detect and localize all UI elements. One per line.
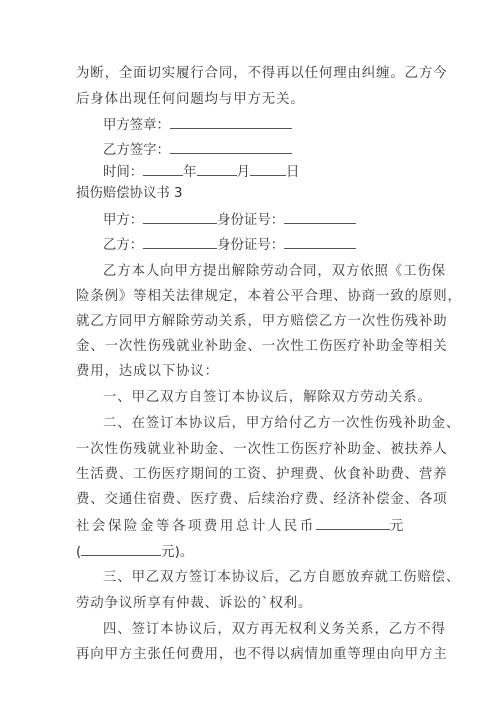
section-title: 损伤赔偿协议书 3 [76,186,183,201]
clause-line: 四、签订本协议后，双方再无权利义务关系，乙方不得 [103,622,446,637]
party-a-row [103,208,500,232]
time-label: 时间： [103,165,144,180]
party-b-signature-row [103,138,500,162]
party-b-signature-label: 乙方签字： [103,143,170,158]
paragraph-line: 就乙方同甲方解除劳动关系，甲方赔偿乙方一次性伤残补助 [76,314,448,329]
total-amount-blank [316,514,390,530]
year-label: 年 [183,165,197,180]
party-a-signature-row [103,113,500,137]
amount-in-words-row [76,540,500,564]
clause-line: 二、在签订本协议后，甲方给付乙方一次性伤残补助金、 [103,416,461,431]
date-row [103,160,500,184]
month-label: 月 [236,165,250,180]
party-a-name-blank [143,208,217,224]
clause-line: 三、甲乙双方签订本协议后，乙方自愿放弃就工伤赔偿、 [103,570,461,585]
party-a-id-label: 身份证号： [217,213,285,228]
party-b-id-blank [284,233,356,249]
total-amount-label: 社会保险金等各项费用总计人民币 [76,519,316,534]
clause-line: 再向甲方主张任何费用，也不得以病情加重等理由向甲方主 [76,647,448,662]
party-a-signature-blank [170,113,292,129]
clause-line: 一次性伤残就业补助金、一次性工伤医疗补助金、被扶养人 [76,442,448,457]
clause-line: 劳动争议所享有仲裁、诉讼的`权利。 [76,596,313,611]
clause-line: 费、交通住宿费、医疗费、后续治疗费、经济补偿金、各项 [76,492,448,507]
day-label: 日 [285,165,300,180]
paren-open: ( [76,545,82,560]
party-b-id-label: 身份证号： [217,238,285,253]
paragraph-line: 为断，全面切实履行合同，不得再以任何理由纠缠。乙方今 [76,66,448,81]
party-b-name-blank [143,233,217,249]
paragraph-line: 险条例》等相关法律规定，本着公平合理、协商一致的原则， [76,289,462,304]
party-b-signature-blank [170,138,292,154]
party-b-row [103,233,500,257]
party-a-signature-label: 甲方签章： [103,118,170,133]
paragraph-line: 后身体出现任何问题均与甲方无关。 [76,92,305,107]
year-blank [143,160,183,176]
day-blank [250,160,286,176]
total-amount-row [76,514,500,538]
clause-line: 生活费、工伤医疗期间的工资、护理费、伙食补助费、营养 [76,467,448,482]
paragraph-line: 乙方本人向甲方提出解除劳动合同，双方依照《工伤保 [103,264,446,279]
currency-unit: 元 [389,519,404,534]
party-a-label: 甲方： [103,213,144,228]
clause-line: 一、甲乙双方自签订本协议后，解除双方劳动关系。 [103,390,432,405]
party-b-label: 乙方： [103,238,144,253]
paragraph-line: 金、一次性伤残就业补助金、一次性工伤医疗补助金等相关 [76,339,448,354]
paren-close: 元)。 [161,545,194,560]
month-blank [197,160,237,176]
paragraph-line: 费用，达成以下协议： [76,364,219,379]
amount-in-words-blank [81,540,161,556]
party-a-id-blank [284,208,356,224]
